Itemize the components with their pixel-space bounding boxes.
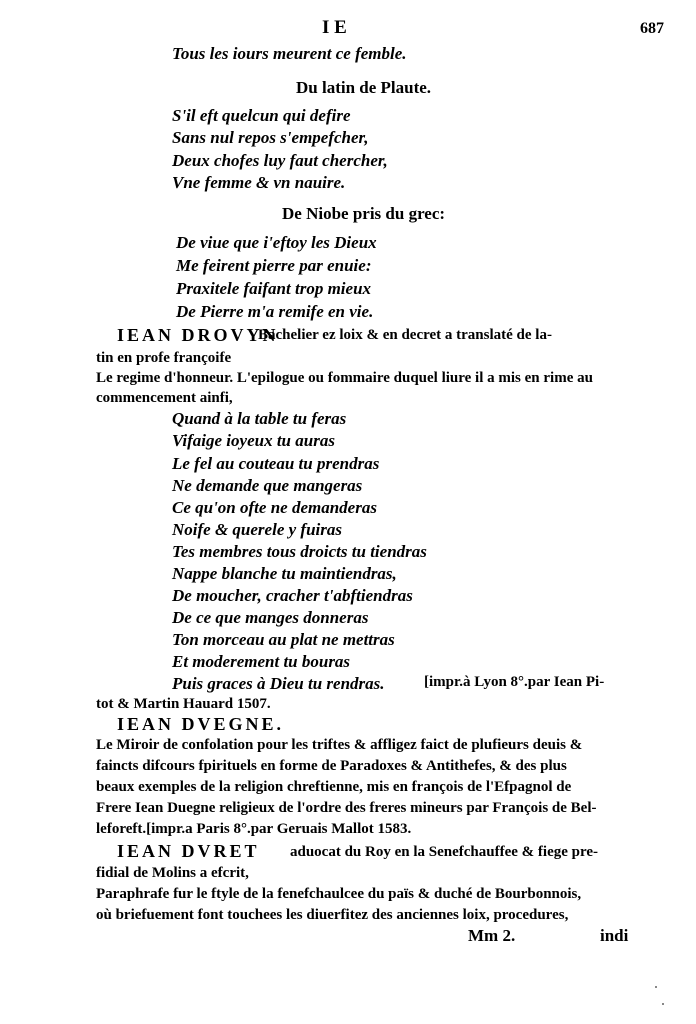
running-head: I E bbox=[322, 17, 347, 38]
entry-author: IEAN DROVYN bbox=[117, 325, 279, 345]
verse-line: Me feirent pierre par enuie: bbox=[176, 256, 372, 275]
section-heading: Du latin de Plaute. bbox=[296, 78, 432, 97]
catchword: indi bbox=[600, 926, 629, 945]
verse-line: Vne femme & vn nauire. bbox=[172, 173, 346, 192]
verse-line: Vifaige ioyeux tu auras bbox=[172, 431, 335, 450]
verse-line: S'il eft quelcun qui defire bbox=[172, 106, 351, 125]
verse-line: Praxitele faifant trop mieux bbox=[176, 279, 372, 298]
verse-line: Nappe blanche tu maintiendras, bbox=[172, 564, 397, 583]
entry-text: fidial de Molins a efcrit, bbox=[96, 865, 249, 881]
verse-line: Sans nul repos s'empefcher, bbox=[172, 128, 369, 147]
verse-line: Ce qu'on ofte ne demanderas bbox=[172, 498, 377, 517]
entry-author: IEAN DVRET bbox=[117, 841, 260, 861]
imprint: [impr.à Lyon 8°.par Iean Pi- bbox=[424, 674, 605, 690]
entry-text: Frere Iean Duegne religieux de l'ordre des freres mineurs par François de Bel- bbox=[96, 800, 597, 816]
verse-line: De ce que manges donneras bbox=[172, 608, 369, 627]
verse-line: Quand à la table tu feras bbox=[172, 409, 347, 428]
entry-text: Le regime d'honneur. L'epilogue ou fommaire duquel liure il a mis en rime au bbox=[96, 370, 593, 386]
entry-text: beaux exemples de la religion chreftienne, mis en françois de l'Efpagnol de bbox=[96, 779, 572, 795]
verse-line: Et moderement tu bouras bbox=[172, 652, 351, 671]
verse-line: De Pierre m'a remife en vie. bbox=[176, 302, 374, 321]
verse-line: Tous les iours meurent ce femble. bbox=[172, 44, 407, 63]
verse-line: Ton morceau au plat ne mettras bbox=[172, 630, 395, 649]
entry-text: faincts difcours fpirituels en forme de Paradoxes & Antithefes, & des plus bbox=[96, 758, 567, 774]
verse-line: Le fel au couteau tu prendras bbox=[172, 454, 380, 473]
verse-line: Tes membres tous droicts tu tiendras bbox=[172, 542, 427, 561]
entry-author: IEAN DVEGNE. bbox=[117, 714, 285, 734]
verse-line: Puis graces à Dieu tu rendras. bbox=[172, 674, 385, 693]
section-heading: De Niobe pris du grec: bbox=[282, 204, 446, 223]
entry-text: Le Miroir de confolation pour les triftes & affligez faict de plufieurs deuis & bbox=[96, 737, 583, 753]
verse-line: Ne demande que mangeras bbox=[172, 476, 363, 495]
entry-text: Bachelier ez loix & en decret a translaté de la- bbox=[258, 327, 552, 343]
page-number: 687 bbox=[640, 20, 664, 37]
entry-text: Paraphrafe fur le ftyle de la fenefchaulcee du païs & duché de Bourbonnois, bbox=[96, 886, 582, 902]
verse-line: De viue que i'eftoy les Dieux bbox=[176, 233, 377, 252]
verse-line: Noife & querele y fuiras bbox=[172, 520, 342, 539]
signature-mark: Mm 2. bbox=[468, 926, 516, 945]
verse-line: Deux chofes luy faut chercher, bbox=[172, 151, 388, 170]
entry-text: leforeft.[impr.a Paris 8°.par Geruais Mallot 1583. bbox=[96, 821, 412, 837]
scan-speck bbox=[655, 986, 657, 988]
entry-text: commencement ainfi, bbox=[96, 390, 233, 406]
imprint: tot & Martin Hauard 1507. bbox=[96, 696, 271, 712]
verse-line: De moucher, cracher t'abftiendras bbox=[172, 586, 413, 605]
entry-text: tin en profe françoife bbox=[96, 350, 232, 366]
scan-speck bbox=[662, 1003, 664, 1005]
entry-text: où briefuement font touchees les diuerfitez des anciennes loix, procedures, bbox=[96, 907, 569, 923]
entry-text: aduocat du Roy en la Senefchauffee & fiege pre- bbox=[290, 844, 599, 860]
